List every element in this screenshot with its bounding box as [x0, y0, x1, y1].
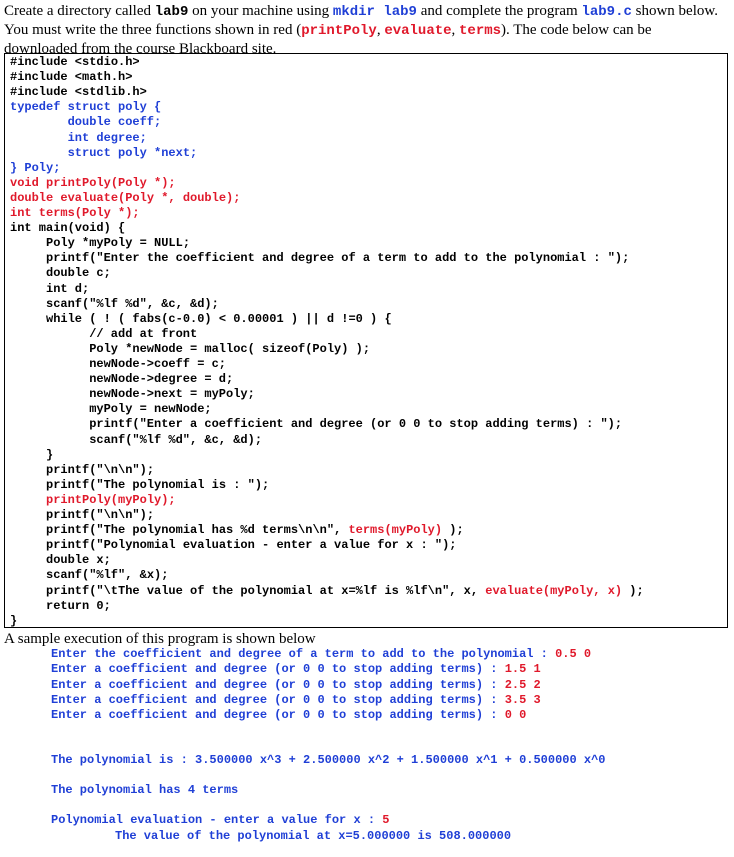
- code-segment: void printPoly(Poly *);: [10, 175, 176, 190]
- code-line: [89, 402, 211, 417]
- code-line: [89, 327, 197, 342]
- code-line: [10, 161, 60, 176]
- intro-text-1: Create a directory called: [4, 3, 155, 19]
- output-prompt: The value of the polynomial at x=5.000000 is 508.000000: [115, 829, 512, 843]
- output-user-input: 0 0: [504, 708, 527, 722]
- output-line: [51, 662, 541, 677]
- code-segment: Poly *myPoly = NULL;: [46, 236, 191, 251]
- code-line: [10, 191, 240, 206]
- code-line: [46, 297, 219, 312]
- output-user-input: 3.5 3: [504, 693, 541, 707]
- code-segment: );: [622, 583, 644, 598]
- output-line: [115, 829, 511, 844]
- code-line: [46, 282, 89, 297]
- code-line: [46, 568, 168, 583]
- output-prompt: Polynomial evaluation - enter a value for x :: [51, 813, 383, 827]
- code-segment: #include <stdio.h>: [10, 55, 140, 69]
- code-segment: int main(void) {: [10, 221, 126, 236]
- output-line: [51, 693, 541, 708]
- code-line: [46, 493, 176, 508]
- sample-heading: A sample execution of this program is shown below: [4, 631, 316, 647]
- code-segment: #include <stdlib.h>: [10, 85, 147, 100]
- code-segment: typedef struct poly {: [10, 100, 162, 115]
- code-segment: scanf("%lf", &x);: [46, 568, 169, 583]
- code-line: [46, 523, 464, 538]
- code-segment: // add at front: [89, 326, 198, 341]
- code-line: [10, 85, 147, 100]
- code-segment: evaluate(myPoly, x): [485, 583, 623, 598]
- output-prompt: Enter a coefficient and degree (or 0 0 to stop adding terms) :: [51, 678, 505, 692]
- code-line: [46, 478, 269, 493]
- code-segment: printPoly(myPoly);: [46, 492, 176, 507]
- intro-text-6: ,: [451, 22, 460, 38]
- intro-text-5: ,: [376, 22, 385, 38]
- code-segment: return 0;: [46, 598, 111, 613]
- output-prompt: Enter a coefficient and degree (or 0 0 to stop adding terms) :: [51, 662, 505, 676]
- code-segment: double c;: [46, 266, 111, 281]
- code-listing: [4, 53, 728, 628]
- output-prompt: Enter a coefficient and degree (or 0 0 to stop adding terms) :: [51, 708, 505, 722]
- code-segment: printf("\n\n");: [46, 508, 155, 522]
- code-line: [10, 206, 140, 221]
- output-prompt: The polynomial has 4 terms: [51, 783, 239, 797]
- intro-code-filename: lab9.c: [581, 4, 632, 20]
- code-line: [89, 417, 622, 432]
- code-segment: printf("Enter a coefficient and degree (or 0 0 to stop adding terms) : ");: [89, 417, 623, 432]
- code-line: [89, 357, 226, 372]
- output-user-input: 2.5 2: [504, 678, 541, 692]
- code-segment: Poly *newNode = malloc( sizeof(Poly) );: [89, 341, 371, 356]
- code-line: [46, 538, 456, 553]
- output-line: [51, 753, 606, 768]
- code-line: [10, 176, 176, 191]
- code-line: [46, 251, 629, 266]
- code-segment: } Poly;: [10, 160, 61, 175]
- code-line: [68, 115, 162, 130]
- code-segment: terms(myPoly): [348, 523, 443, 538]
- code-segment: struct poly *next;: [67, 145, 198, 160]
- code-segment: printf("The polynomial has %d terms\n\n",: [46, 523, 349, 538]
- intro-code-mkdir: mkdir lab9: [332, 4, 417, 20]
- output-line: [51, 678, 541, 693]
- intro-text-2: on your machine using: [188, 3, 333, 19]
- code-segment: myPoly = newNode;: [89, 402, 212, 417]
- code-segment: #include <math.h>: [10, 70, 133, 85]
- code-line: [10, 55, 140, 70]
- code-segment: newNode->next = myPoly;: [89, 387, 255, 402]
- intro-text-4: shown below. You must write the three functions shown in red (: [4, 3, 718, 38]
- code-line: [10, 221, 125, 236]
- code-segment: );: [442, 523, 464, 538]
- output-user-input: 1.5 1: [504, 662, 541, 676]
- output-prompt: The polynomial is : 3.500000 x^3 + 2.500000 x^2 + 1.500000 x^1 + 0.500000 x^0: [51, 753, 606, 767]
- intro-text-7: ). The code below can be downloaded from the course Blackboard site.: [4, 22, 652, 57]
- code-segment: printf("\n\n");: [46, 462, 155, 477]
- code-line: [46, 553, 111, 568]
- code-line: [10, 100, 161, 115]
- code-segment: printf("The polynomial is : ");: [46, 477, 270, 492]
- code-segment: printf("Enter the coefficient and degree of a term to add to the polynomial : ");: [46, 251, 630, 266]
- code-segment: int degree;: [67, 130, 147, 145]
- code-segment: double x;: [46, 553, 111, 568]
- intro-code-evaluate: evaluate: [384, 23, 452, 39]
- intro-code-terms: terms: [459, 23, 502, 39]
- code-line: [89, 433, 262, 448]
- code-segment: printf("\tThe value of the polynomial at x=%lf is %lf\n", x,: [46, 583, 486, 598]
- code-line: [46, 463, 154, 478]
- intro-text-3: and complete the program: [416, 3, 582, 19]
- code-line: [46, 312, 392, 327]
- code-segment: scanf("%lf %d", &c, &d);: [89, 432, 263, 447]
- code-line: [46, 236, 190, 251]
- code-segment: int terms(Poly *);: [10, 206, 140, 220]
- code-segment: printf("Polynomial evaluation - enter a value for x : ");: [46, 538, 457, 553]
- code-segment: int d;: [46, 281, 90, 296]
- code-segment: }: [46, 447, 54, 462]
- output-prompt: Enter a coefficient and degree (or 0 0 to stop adding terms) :: [51, 693, 505, 707]
- code-line: [46, 584, 644, 599]
- code-segment: newNode->degree = d;: [89, 372, 234, 387]
- intro-paragraph: [4, 2, 728, 58]
- code-line: [68, 146, 198, 161]
- code-segment: while ( ! ( fabs(c-0.0) < 0.00001 ) || d !=0 ) {: [46, 311, 392, 326]
- code-line: [89, 342, 370, 357]
- code-segment: double coeff;: [67, 115, 162, 130]
- output-line: [51, 783, 238, 798]
- output-line: [51, 813, 389, 828]
- code-line: [89, 372, 233, 387]
- code-line: [46, 266, 111, 281]
- output-line: [51, 708, 526, 723]
- output-prompt: Enter the coefficient and degree of a term to add to the polynomial :: [51, 647, 556, 661]
- code-segment: }: [10, 613, 18, 628]
- code-line: [68, 131, 147, 146]
- code-line: [10, 70, 132, 85]
- code-line: [46, 448, 53, 463]
- intro-code-lab9: lab9: [154, 4, 189, 20]
- output-line: [51, 647, 591, 662]
- intro-code-printpoly: printPoly: [301, 23, 377, 39]
- code-segment: double evaluate(Poly *, double);: [10, 190, 241, 205]
- code-line: [46, 599, 111, 614]
- output-user-input: 5: [382, 813, 390, 827]
- output-user-input: 0.5 0: [555, 647, 592, 661]
- code-segment: newNode->coeff = c;: [89, 357, 227, 371]
- code-line: [89, 387, 255, 402]
- code-line: [10, 614, 17, 629]
- code-line: [46, 508, 154, 523]
- code-segment: scanf("%lf %d", &c, &d);: [46, 296, 219, 311]
